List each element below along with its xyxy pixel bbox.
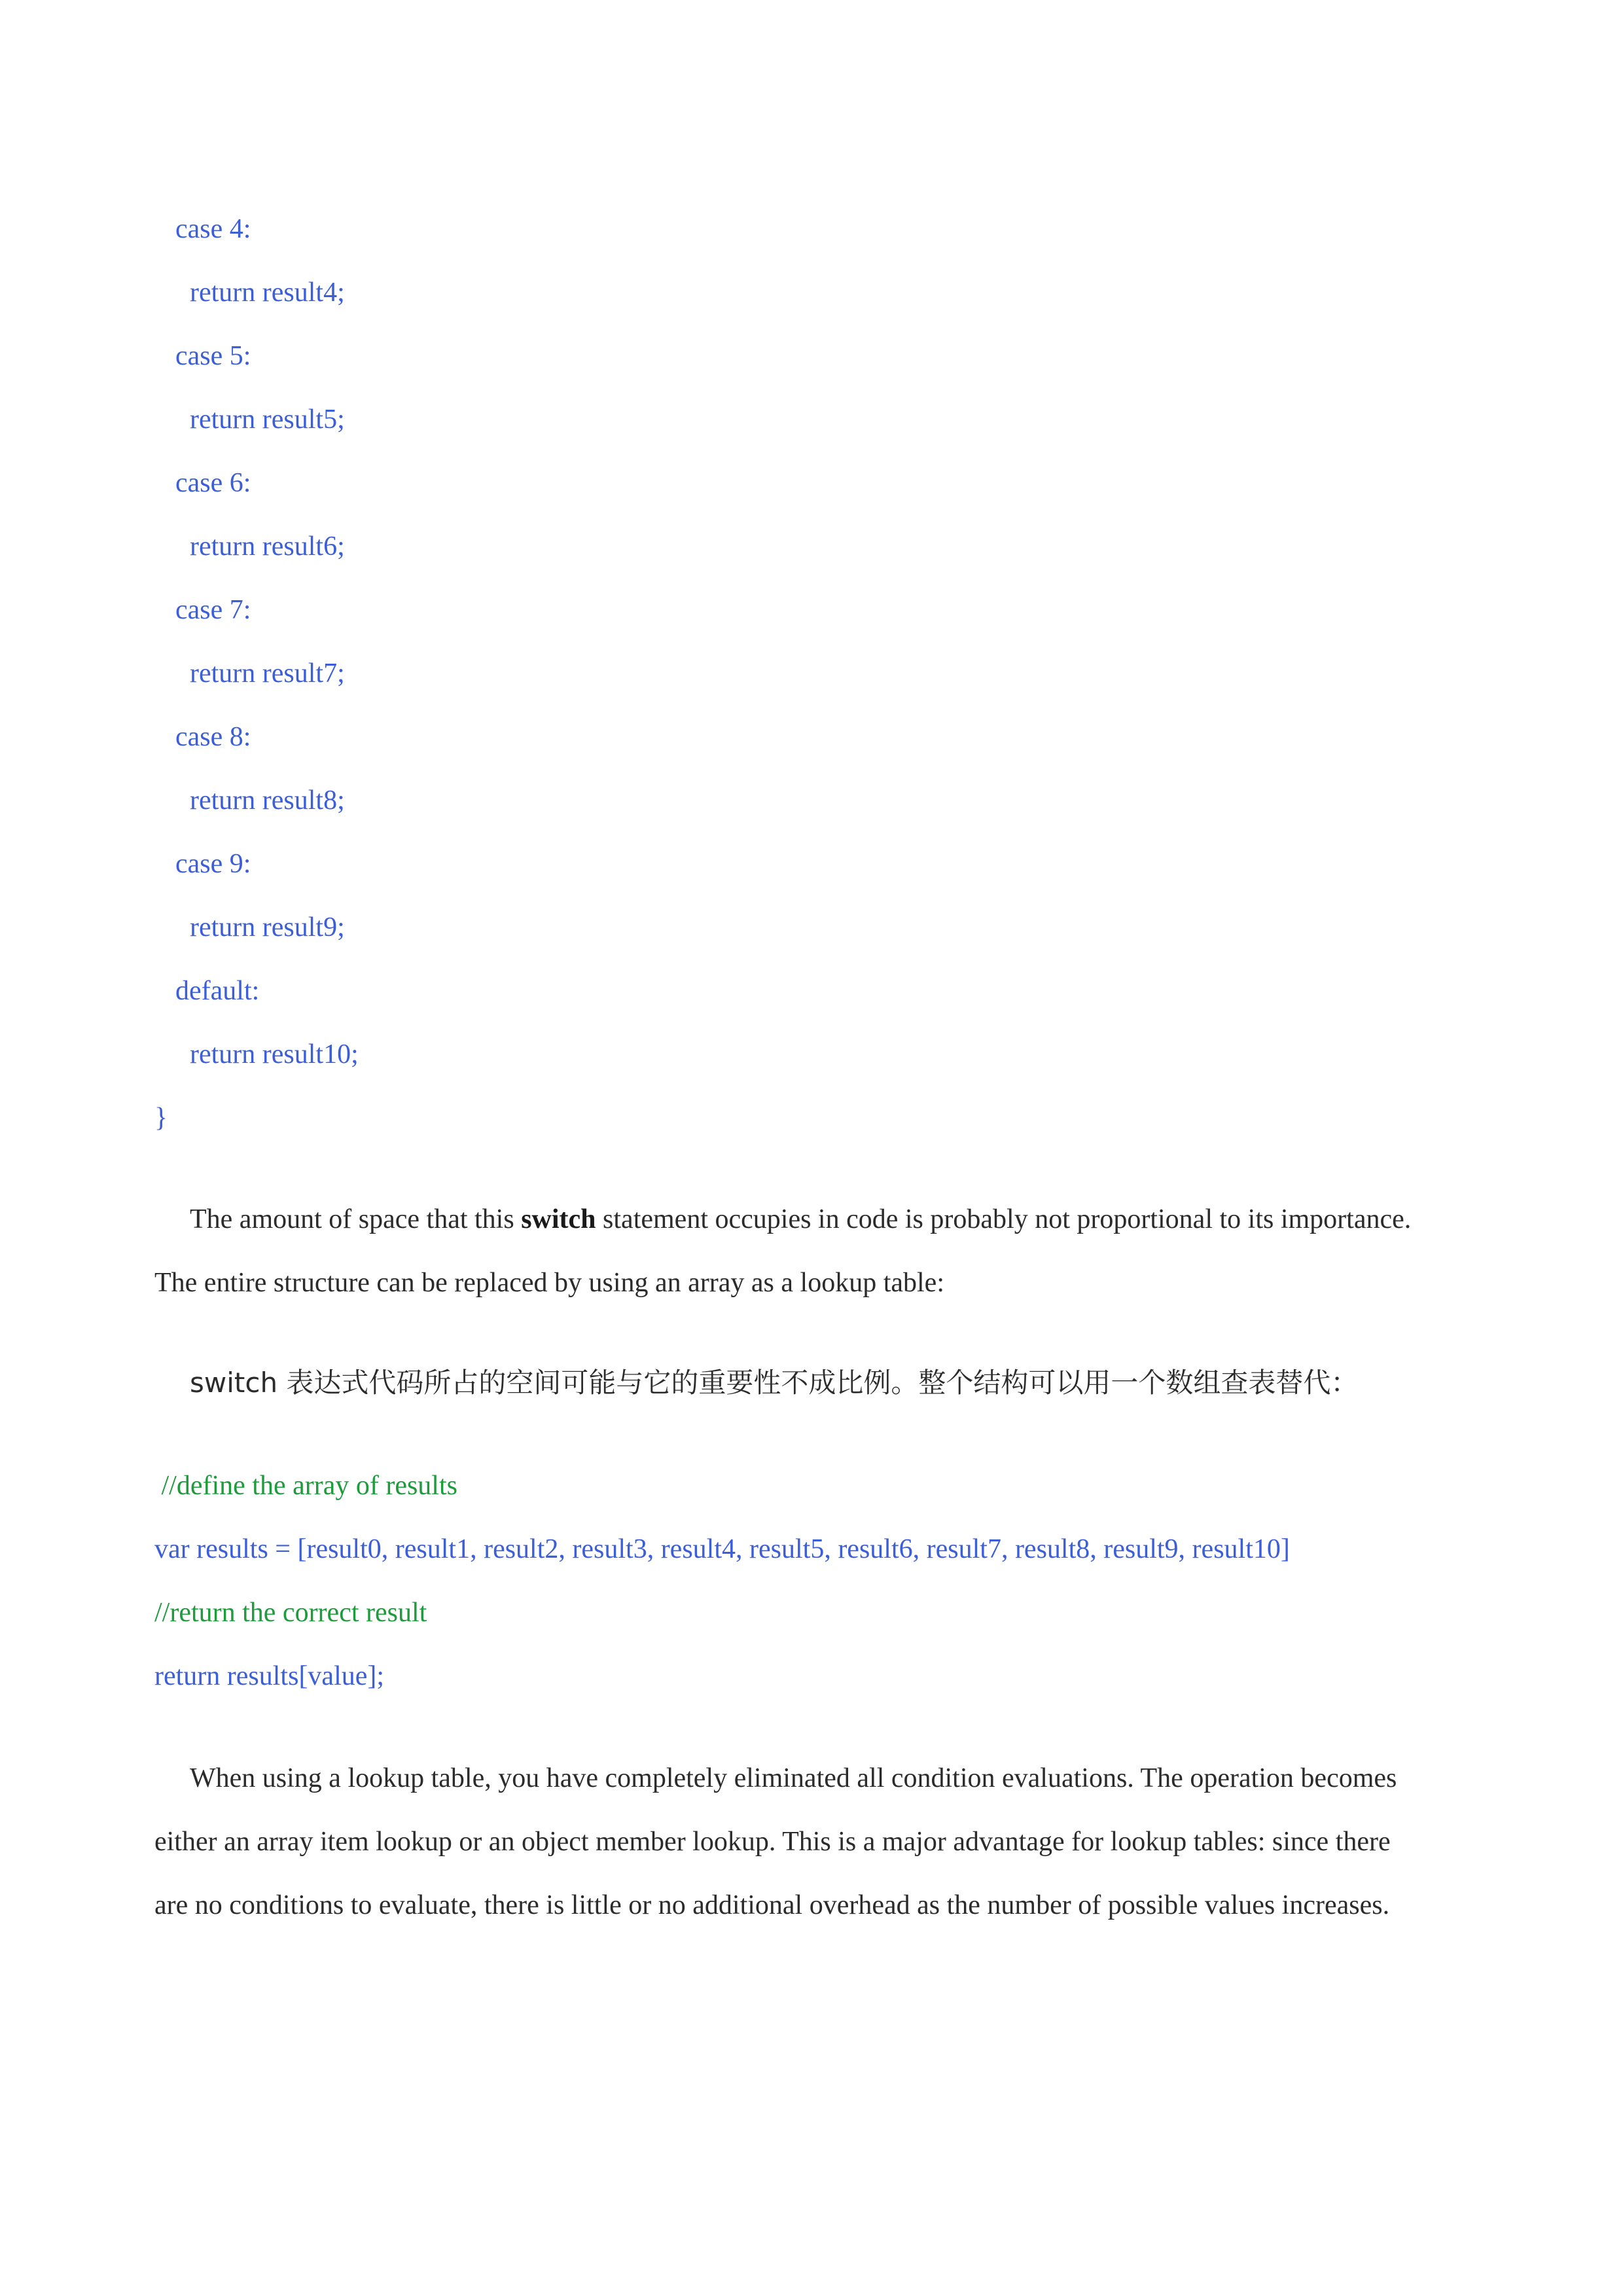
paragraph-line: The entire structure can be replaced by using an array as a lookup table: — [154, 1268, 944, 1298]
code-comment: //define the array of results — [154, 1471, 457, 1501]
code-line: return result10; — [190, 1039, 359, 1069]
code-line: case 6: — [175, 468, 251, 498]
code-line: case 4: — [175, 214, 251, 244]
bold-keyword: switch — [521, 1204, 596, 1234]
code-comment: //return the correct result — [154, 1598, 427, 1628]
text-run: The amount of space that this — [190, 1204, 522, 1234]
code-line: return result5; — [190, 404, 345, 435]
code-closing-brace: } — [154, 1103, 168, 1133]
code-line: return results[value]; — [154, 1661, 385, 1691]
paragraph-line: are no conditions to evaluate, there is little or no additional overhead as the number of possible values increases. — [154, 1890, 1390, 1920]
code-line: return result7; — [190, 658, 345, 689]
code-line: return result9; — [190, 912, 345, 942]
code-line: case 7: — [175, 595, 251, 625]
paragraph-chinese: switch 表达式代码所占的空间可能与它的重要性不成比例。整个结构可以用一个数组查表替代： — [190, 1367, 1359, 1399]
code-line: return result6; — [190, 531, 345, 562]
code-line: default: — [175, 976, 260, 1006]
code-line: return result8; — [190, 785, 345, 816]
code-line: case 5: — [175, 341, 251, 371]
code-line: case 8: — [175, 722, 251, 752]
paragraph-line: either an array item lookup or an object member lookup. This is a major advantage for lookup tables: since there — [154, 1827, 1391, 1857]
code-line: case 9: — [175, 849, 251, 879]
code-line: var results = [result0, result1, result2, result3, result4, result5, result6, result7, result8, result9, result10] — [154, 1534, 1290, 1564]
code-line: return result4; — [190, 278, 345, 308]
text-run: statement occupies in code is probably not proportional to its importance. — [596, 1204, 1412, 1234]
paragraph-line — [190, 1203, 1411, 1236]
paragraph-line: When using a lookup table, you have completely eliminated all condition evaluations. The operation becomes — [190, 1763, 1397, 1793]
